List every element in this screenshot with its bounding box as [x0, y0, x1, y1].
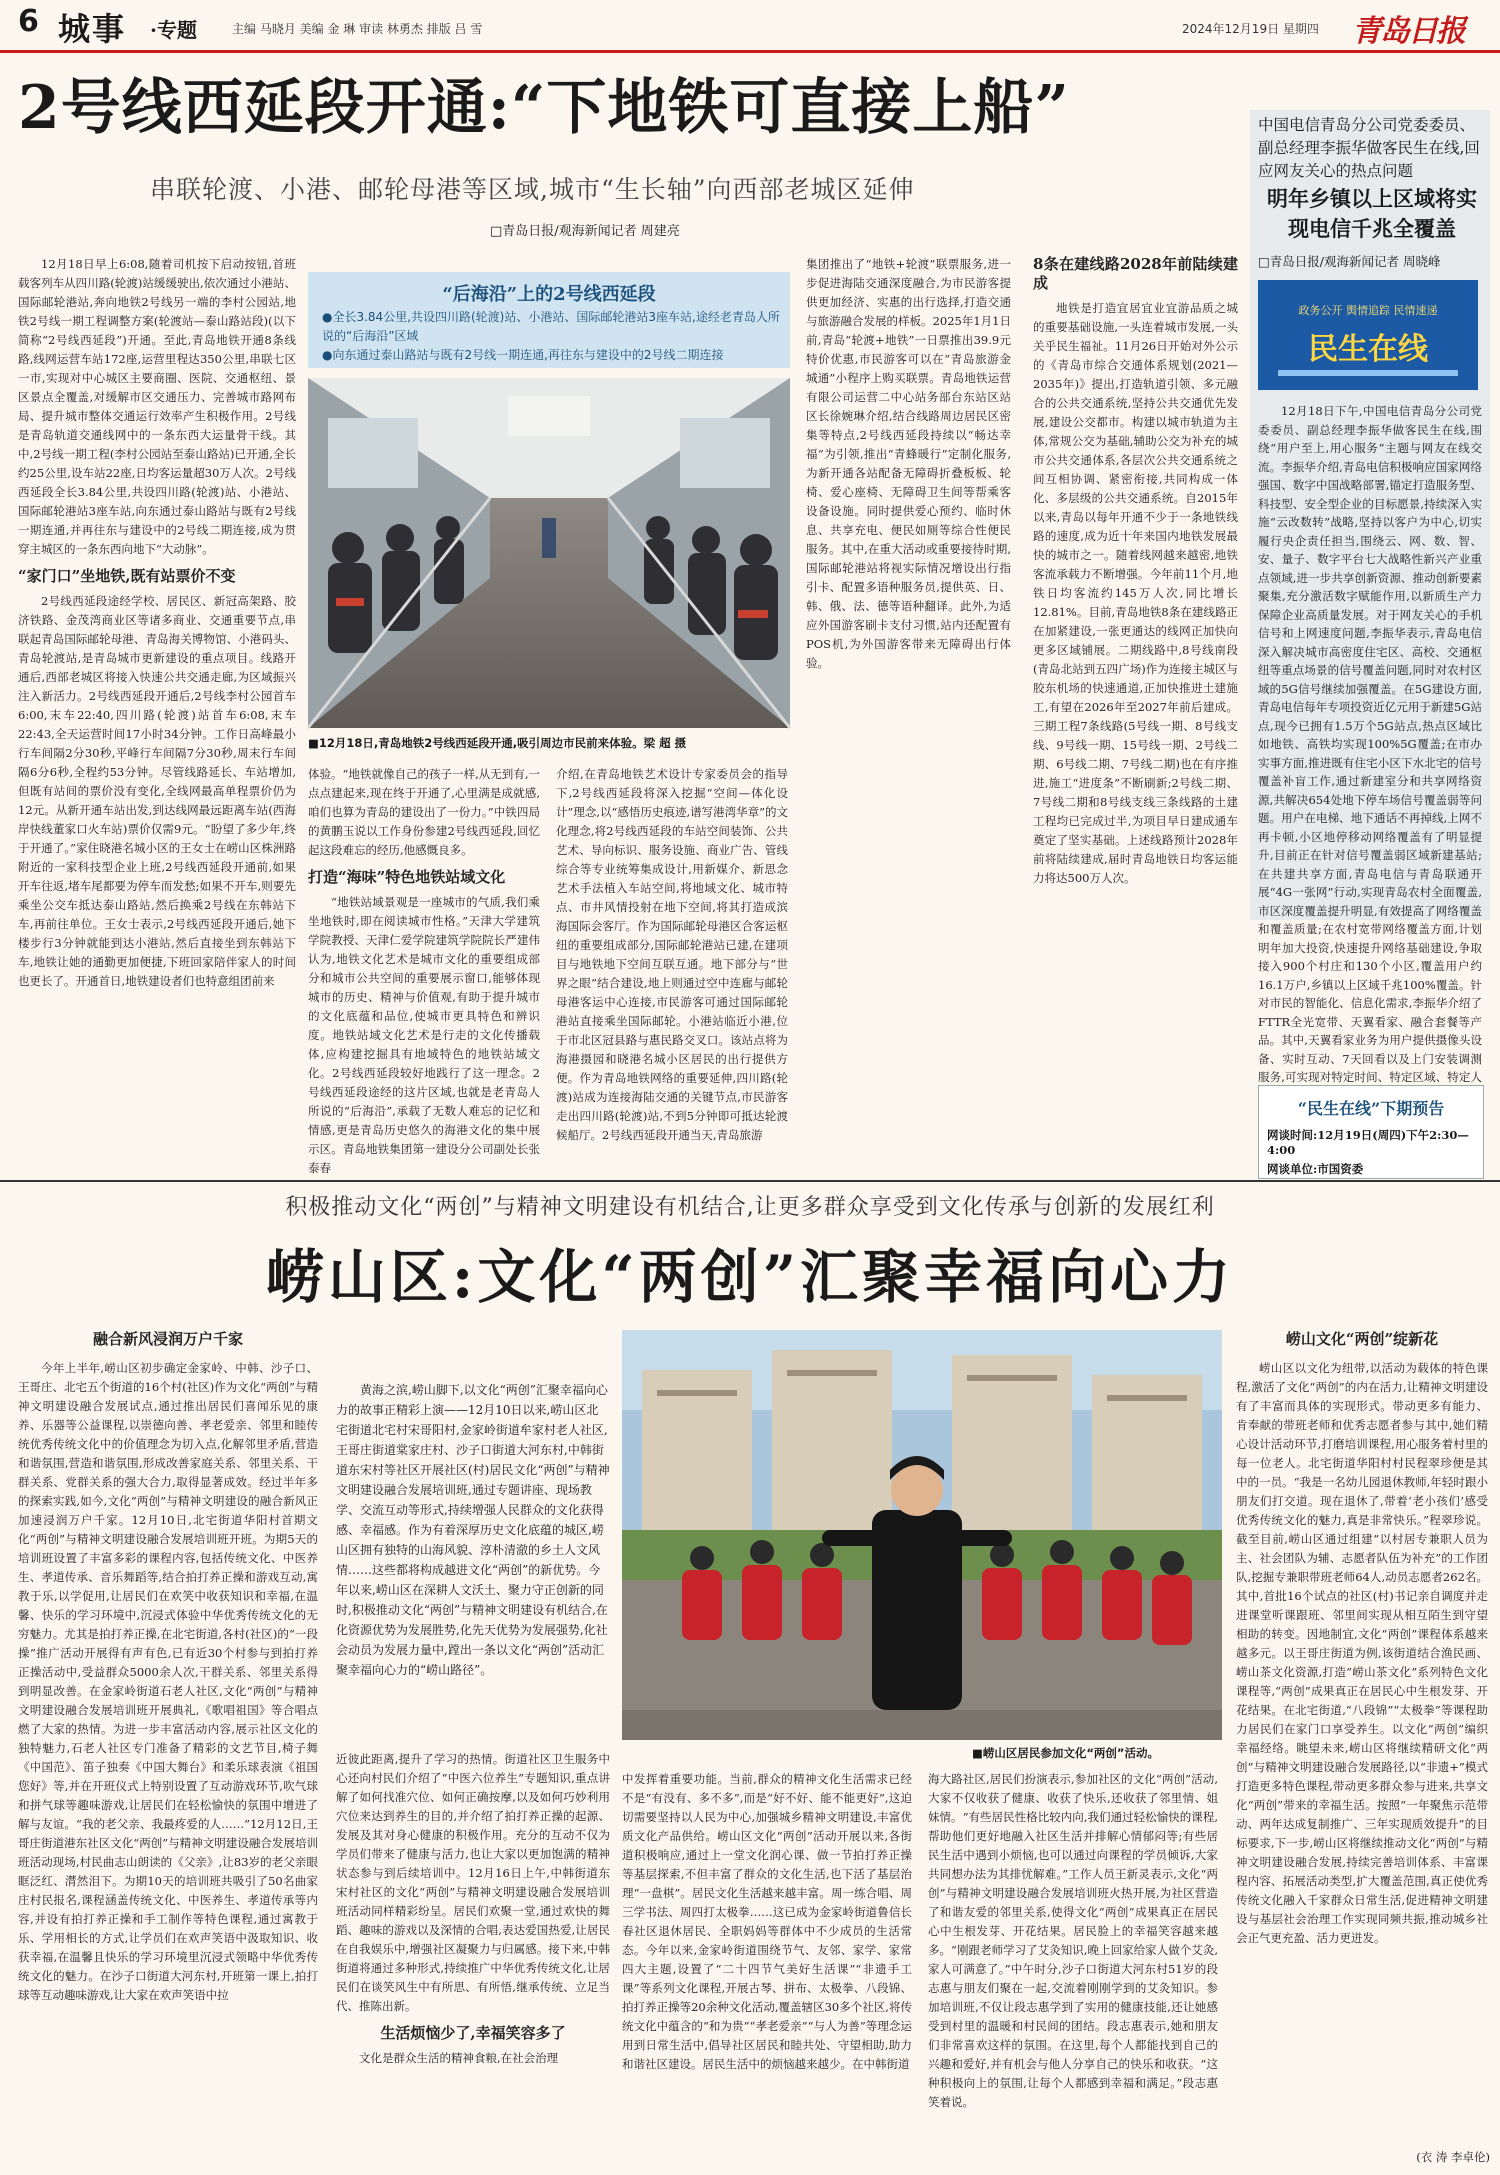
community-dance-photo: [622, 1330, 1222, 1740]
notice-unit: 网谈单位:市国资委: [1267, 1162, 1364, 1176]
next-session-notice: [1258, 1085, 1484, 1179]
section-number: 6: [18, 4, 39, 39]
story1-byline: □青岛日报/观海新闻记者 周建亮: [490, 224, 680, 239]
story1-col2b-text: “地铁站域景观是一座城市的气质,我们乘坐地铁时,即在阅读城市性格。”天津大学建筑学院教授、天津仁爱学院建筑学院院长严建伟认为,地铁文化艺术是城市文化的重要组成部分和城市公共空间的重要展示窗口,能够体现城市的历史、精神与价值观,有助于提升城市的文化底蕴和品位,使城市更具特色和辨识度。地铁站域文化艺术是行走的文化传播载体,应构建挖掘具有地域特色的地铁站域文化。2号线西延段较好地践行了这一理念。2号线西延段途经的这片区域,也就是老青岛人所说的“后海沿”,承载了无数人难忘的记忆和情感,更是青岛历史悠久的海港文化的集中展示区。青岛地铁集团第一建设分公司副处长张泰春: [308, 895, 540, 1175]
story2-column-5: [1236, 1330, 1488, 2140]
story2-photo-caption: ■崂山区居民参加文化“两创”活动。: [972, 1746, 1159, 1760]
story2-author-credit: (衣 涛 李卓伦): [1416, 2150, 1490, 2164]
story1-subtitle: 串联轮渡、小港、邮轮母港等区域,城市“生长轴”向西部老城区延伸: [150, 175, 915, 204]
story2-column-1: [18, 1330, 318, 2170]
sidebar-body: [1258, 402, 1482, 1082]
notice-time: 网谈时间:12月19日(周四)下午2:30—4:00: [1267, 1128, 1469, 1157]
banner-stripe: [1278, 370, 1458, 376]
story2-col1-text: 今年上半年,崂山区初步确定金家岭、中韩、沙子口、王哥庄、北宅五个街道的16个村(社区)作为文化“两创”与精神文明建设融合发展试点,通过推出居民们喜闻乐见的康养、乐器等公益课程,以崇德向善、孝老爱亲、邻里和睦传统优秀传统文化中的价值理念为切入点,化解邻里矛盾,营造和谐氛围,营造和谐氛围,形成改善家庭关系、邻里关系、干群关系、党群关系的强大合力,取得显著成效。经过半年多的探索实践,如今,文化“两创”与精神文明建设的融合新风正加速浸润万户千家。12月10日,北宅街道华阳村首期文化“两创”与精神文明建设融合发展培训班开班。为期5天的培训班设置了丰富多彩的课程内容,包括传统文化、中医养生、孝道传承、音乐舞蹈等,结合拍打养正操和游戏互动,寓教于乐,以学促用,让居民们在欢笑中收获知识和幸福,在温馨、快乐的学习环境中,沉浸式体验中华优秀传统文化的无穷魅力。尤其是拍打养正操,在北宅街道,各村(社区)的“一段操”推广活动开展得有声有色,已有近30个村参与到拍打养正操活动中,受益群众5000余人次,干群关系、邻里关系得到明显改善。在金家岭街道石老人社区,文化“两创”与精神文明建设融合发展培训班开展典礼,《歌唱祖国》等合唱点燃了大家的热情。为进一步丰富活动内容,展示社区文化的独特魅力,石老人社区专门准备了精彩的文艺节目,椅子舞《中国范》、笛子独奏《中国大舞台》和柔乐球表演《祖国您好》等,并在开班仪式上特别设置了互动游戏环节,吹气球和拼气球等趣味游戏,让居民们在轻松愉快的氛围中增进了解与友谊。“我的老父亲、我最疼爱的人……”12月12日,王哥庄街道港东社区文化“两创”与精神文明建设融合发展培训班活动现场,村民曲志山朗读的《父亲》,让83岁的老父亲眼眶泛红、潸然泪下。为期10天的培训班共吸引了50名曲家庄村民报名,课程涵盖传统文化、中医养生、孝道传承等内容,并设有拍打养正操和手工制作等特色课程,通过寓教于乐、学用相长的方式,让学员们在欢声笑语中汲取知识、收获幸福,在温馨且快乐的学习环境里沉浸式领略中华优秀传统文化的魅力。在沙子口街道大河东村,开班第一课上,拍打球等互动趣味游戏,让大家在欢声笑语中拉: [18, 1361, 318, 2002]
page-header: [0, 0, 1500, 53]
story1-col3-text: 介绍,在青岛地铁艺术设计专家委员会的指导下,2号线西延段将深入挖掘“空间—体化设计”理念,以“感悟历史痕迹,谱写港湾华章”的文化理念,将2号线西延段的车站空间装饰、公共艺术、导向标识、服务设施、商业广告、管线综合等专业统筹集成设计,用新媒介、新思念艺术手法植入车站空间,将地域文化、城市特点、市井风情投射在地下空间,将其打造成滨海国际会客厅。作为国际邮轮母港区合客运枢纽的重要组成部分,国际邮轮港站已建,在建项目与地铁地下空间互联互通。地下部分与“世界之眼”结合建设,地上则通过空中连廊与邮轮母港客运中心连接,市民游客可通过国际邮轮港站直接乘坐国际邮轮。小港站临近小港,位于市北区冠县路与惠民路交叉口。该站点将为海港摄园和晓港名城小区居民的出行提供方便。作为青岛地铁网络的重要延伸,四川路(轮渡)站成为连接海陆交通的关键节点,市民游客走出四川路(轮渡)站,不到5分钟即可抵达轮渡候船厅。2号线西延段开通当天,青岛旅游: [556, 767, 788, 1142]
section-subtitle: ·专题: [150, 18, 197, 42]
section-name: 城事: [58, 10, 127, 48]
story1-col1-text: 12月18日早上6:08,随着司机按下启动按钮,首班载客列车从四川路(轮渡)站缓缓驶出,依次通过小港站、国际邮轮港站,奔向地铁2号线另一端的李村公园站,地铁2号线一期工程调整方案(轮渡站—泰山路站段)(以下简称“2号线西延段”)开通。至此,青岛地铁开通8条线路,线网运营车站172座,运营里程达350公里,串联七区一市,实现对中心城区主要商圈、医院、交通枢纽、景区景点全覆盖,对缓解市区交通压力、完善城市路网布局、提升城市整体交通运行效率产生积极作用。2号线是青岛轨道交通线网中的一条东西大运量骨干线。其中,2号线一期工程(李村公园站至泰山路站)已开通,全长约25公里,设车站22座,日均客运量超30万人次。2号线西延段全长3.84公里,共设四川路(轮渡)站、小港站、国际邮轮港站3座车站,向东通过泰山路站与既有2号线一期连通,并再往东与建设中的2号线二期连接,成为贯穿主城区的一条东西向地下“大动脉”。: [18, 257, 296, 556]
info-box-list: [322, 308, 784, 365]
minsheng-online-photo: [1258, 280, 1478, 390]
photo-tagline: 政务公开 舆情追踪 民情速递: [1298, 304, 1438, 317]
newspaper-logo: 青岛日报: [1352, 14, 1464, 49]
subway-train-photo: [308, 378, 790, 728]
story2-col5-text: 崂山区以文化为纽带,以活动为载体的特色课程,激活了文化“两创”的内在活力,让精神文明建设有了丰富而具体的实现形式。带动更多有能力、肯奉献的带班老师和优秀志愿者参与其中,她们精心设计活动环节,打磨培训课程,用心服务着村里的每一位老人。北宅街道华阳村村民程翠珍便是其中的一员。“我是一名幼儿园退休教师,年轻时跟小朋友们打交道。现在退休了,带着‘老小孩们’感受优秀传统文化的魅力,真是非常快乐。”程翠珍说。截至目前,崂山区通过组建“以村居专兼职人员为主、社会团队为辅、志愿者队伍为补充”的工作团队,挖掘专兼职带班老师64人,动员志愿者262名。其中,首批16个试点的社区(村)书记亲自调度并走进课堂听课跟班、邻里间实现从相互陌生到守望相助的转变。因地制宜,文化“两创”课程体系越来越多元。以王哥庄街道为例,该街道结合渔民画、崂山茶文化资源,打造“崂山茶文化”系列特色文化课程等,“两创”成果真正在居民心中生根发芽、开花结果。在北宅街道,“八段锦”“太极拳”等课程助力居民们在家门口享受养生。以文化“两创”编织幸福经络。眺望未来,崂山区将继续精研文化“两创”与精神文明建设融合发展路径,以“非遗+”模式打造更多特色课程,带动更多群众参与进来,共享文化“两创”带来的幸福生活。按照“一年聚焦示范带动、两年达成复制推广、三年实现质效提升”的目标要求,下一步,崂山区将继续推动文化“两创”与精神文明建设融合发展,持续完善培训体系、丰富课程内容、拓展活动类型,扩大覆盖范围,真正使优秀传统文化融入千家群众日常生活,促进精神文明建设与基层社会治理工作实现同频共振,推动城乡社会正气更充盈、活力更迸发。: [1236, 1361, 1488, 1945]
info-box-title: “后海沿”上的2号线西延段: [442, 284, 656, 305]
story1-col1b-text: 2号线西延段途经学校、居民区、新冠高架路、胶济铁路、金茂湾商业区等诸多商业、交通重要节点,串联起青岛国际邮轮母港、青岛海关博物馆、小港码头、青岛轮渡站,是青岛城市更新建设的重点项目。线路开通后,西部老城区将接入快速公共交通走廊,为区域振兴注入新活力。2号线西延段开通后,2号线李村公园首车6:00,末车22:40,四川路(轮渡)站首车6:08,末车22:43,全天运营时间17小时34分钟。工作日高峰最小行车间隔2分30秒,平峰行车间隔7分30秒,周末行车间隔6分6秒,全程约53分钟。尽管线路延长、车站增加,但既有站间的票价没有变化,全线网最高单程票价仍为12元。从新开通车站出发,到达线网最远距离车站(西海岸快线董家口火车站)票价仅需9元。“盼望了多少年,终于开通了。”家住晓港名城小区的王女士在崂山区株洲路附近的一家科技型企业上班,2号线西延段开通前,如果开车往返,堵车尾都要为停车而发愁;如果不开车,则要先乘坐公交车抵达泰山路站,然后换乘2号线在东韩站下车,再前往单位。王女士表示,2号线西延段开通后,她下楼步行3分钟就能到达小港站,然后直接坐到东韩站下车,地铁让她的通勤更加便捷,下班回家陪伴家人的时间也更长了。开通首日,地铁建设者们也特意组团前来: [18, 594, 296, 988]
info-box-item: ●向东通过泰山路站与既有2号线一期连通,再往东与建设中的2号线二期连接: [322, 348, 724, 362]
story1-column-2: [308, 765, 540, 1175]
story1-photo-caption: ■12月18日,青岛地铁2号线西延段开通,吸引周边市民前来体验。梁 超 摄: [308, 736, 687, 750]
sidebar-headline: 明年乡镇以上区域将实现电信千兆全覆盖: [1267, 186, 1477, 241]
story2-column-3: [622, 1770, 912, 2170]
sidebar-body-text: 12月18日下午,中国电信青岛分公司党委委员、副总经理李振华做客民生在线,围绕“用户至上,用心服务”主题与网友在线交流。李振华介绍,青岛电信积极响应国家网络强国、数字中国战略部署,锚定打造服务型、科技型、安全型企业的目标愿景,持续深入实施“云改数转”战略,坚持以客户为中心,切实履行央企责任担当,围绕云、网、数、智、安、量子、数字平台七大战略性新兴产业重点领域,进一步共享创新资源、推动创新要素聚集,充分激活数字赋能作用,以新质生产力保障企业高质量发展。对于网友关心的手机信号和上网速度问题,李振华表示,青岛电信深入解决城市高密度住宅区、高校、交通枢纽等重点场景的信号覆盖问题,同时对农村区域的5G信号继续加强覆盖。在5G建设方面,青岛电信每年专项投资近亿元用于新建5G站点,现今已拥有1.5万个5G站点,热点区域比如地铁、高铁均实现100%5G覆盖;在市办实事方面,推进既有住宅小区下水北宅的信号覆盖补盲工作,通过新建室分和共享网络资源,共解决654处地下停车场信号覆盖弱等问题。用户在电梯、地下通话不再掉线,上网不再卡顿,小区地停移动网络覆盖有了明显提升,目前正在针对信号覆盖弱区域新建基站;在共建共享方面,青岛电信与青岛联通开展“4G一张网”行动,实现青岛农村全面覆盖,市区深度覆盖提升明显,有效提高了网络覆盖和覆盖质量;在农村宽带网络覆盖方面,计划明年加大投资,快速提升网络基础建设,争取接入900个村庄和130个小区,覆盖用户约16.1万户,乡镇以上区域千兆100%覆盖。针对市民的智能化、信息化需求,李振华介绍了FTTR全光宽带、天翼看家、融合套餐等产品。其中,天翼看家业务为用户提供摄像头设备、实时互动、7天回看以及上门安装调测服务,可实现对特定时间、特定区域、特定人: [1258, 404, 1482, 1084]
story1-col4b-text: 地铁是打造宜居宜业宜游品质之城的重要基础设施,一头连着城市发展,一头关乎民生福祉。11月26日开始对外公示的《青岛市综合交通体系规划(2021—2035年)》提出,打造轨道引领、多元融合的公共交通系统,坚持公共交通优先发展,建设公交都市。构建以城市轨道为主体,常规公交为基础,辅助公交为补充的城市公共交通体系,各层次公共交通系统之间互相协调、紧密衔接,共同构成一体化、多层级的公共交通系统。自2015年以来,青岛以每年开通不少于一条地铁线路的速度,成为近十年来国内地铁发展最快的城市之一。随着线网越来越密,地铁客流承载力不断增强。今年前11个月,地铁日均客流约145万人次,同比增长12.81%。目前,青岛地铁8条在建线路正在加紧建设,一张更通达的线网正加快向更多区域铺展。二期线路中,8号线南段(青岛北站到五四广场)作为连接主城区与胶东机场的快速通道,正加快推进土建施工,有望在2026年至2027年前后建成。三期工程7条线路(5号线一期、8号线支线、9号线一期、15号线一期、2号线二期、6号线二期、7号线二期)也在有序推进,施工“进度条”不断刷新;2号线二期、7号线二期和8号线支线三条线路的土建工程均已完成过半,为项目早日建成通车奠定了坚实基础。上述线路预计2028年前将陆续建成,届时青岛地铁日均客运能力将达500万人次。: [1033, 301, 1238, 885]
story2-deck: 积极推动文化“两创”与精神文明建设有机结合,让更多群众享受到文化传承与创新的发展红利: [285, 1195, 1215, 1220]
publication-date: 2024年12月19日 星期四: [1182, 22, 1319, 36]
story1-column-3: [556, 765, 788, 1175]
story2-lead-paragraph: [336, 1380, 610, 1740]
story2-subhead-1: 融合新风浸润万户千家: [92, 1330, 243, 1348]
story2-column-2: [336, 1750, 610, 2170]
sidebar-kicker: 中国电信青岛分公司党委委员、副总经理李振华做客民生在线,回应网友关心的热点问题: [1258, 116, 1480, 180]
story1-subhead-2: 打造“海味”特色地铁站域文化: [308, 868, 506, 886]
story1-info-box: [308, 272, 790, 368]
story1-subhead-3: 8条在建线路2028年前陆续建成: [1033, 255, 1238, 292]
notice-title: “民生在线”下期预告: [1297, 1099, 1445, 1118]
story1-headline: 2号线西延段开通:“下地铁可直接上船”: [18, 73, 1070, 143]
sidebar-byline: □青岛日报/观海新闻记者 周晓峰: [1258, 254, 1441, 269]
section-divider: [0, 1180, 1500, 1182]
story1-col4-text: 集团推出了“地铁+轮渡”联票服务,进一步促进海陆交通深度融合,为市民游客提供更加经济、实惠的出行选择,打造交通与旅游融合发展的样板。2025年1月1日前,青岛“轮渡+地铁”一日票推出39.9元特价优惠,市民游客可以在“青岛旅游金城通”小程序上购买联票。青岛地铁运营有限公司运营二中心站务部台东站区站区长徐婉琳介绍,结合线路周边居民区密集等特点,2号线西延段持续以“畅达幸福”为引领,推出“青蜂暖行”定制化服务,为新开通各站配备无障碍折叠板板、轮椅、爱心座椅、无障碍卫生间等帮乘客设备设施。同时提供爱心预约、临时休息、共享充电、便民如厕等综合性便民服务。其中,在重大活动或重要接待时期,国际邮轮港站将视实际情况增设出行指引卡、配置多语种服务员,提供英、日、韩、俄、法、德等语种翻译。此外,为适应外国游客刷卡支付习惯,站内还配置有POS机,为外国游客带来无障碍出行体验。: [806, 257, 1011, 670]
story2-subhead-3: 崂山文化“两创”绽新花: [1285, 1330, 1439, 1348]
story2-col4-text: 海大路社区,居民们扮演表示,参加社区的文化“两创”活动,大家不仅收获了健康、收获了快乐,还收获了邻里情、姐妹情。“有些居民性格比较内向,我们通过轻松愉快的课程,帮助他们更好地融入社区生活并排解心情郁闷等;有些居民生活中遇到小烦恼,也可以通过向课程的学员倾诉,大家共同想办法为其排忧解难。”工作人员王新灵表示,文化“两创”与精神文明建设融合发展培训班火热开展,为社区营造了和谐友爱的邻里关系,使得文化“两创”成果真正在居民心中生根发芽、开花结果。居民脸上的幸福笑容越来越多。“刚跟老师学习了艾灸知识,晚上回家给家人做个艾灸,家人可满意了。”中午时分,沙子口街道大河东村51岁的段志惠与朋友们聚在一起,交流着刚刚学到的艾灸知识。参加培训班,不仅让段志惠学到了实用的健康技能,还让她感受到村里的温暖和村民间的团结。段志惠表示,她和朋友们非常喜欢这样的氛围。在这里,每个人都能找到自己的兴趣和爱好,并有机会与他人分享自己的快乐和收获。“这种积极向上的氛围,让每个人都感到幸福和满足。”段志惠笑着说。: [928, 1772, 1218, 2109]
info-box-item: ●全长3.84公里,共设四川路(轮渡)站、小港站、国际邮轮港站3座车站,途经老青岛人所说的“后海沿”区域: [322, 310, 780, 343]
story2-headline: 崂山区:文化“两创”汇聚幸福向心力: [265, 1243, 1235, 1311]
story2-col2b-text: 文化是群众生活的精神食粮,在社会治理: [359, 2051, 559, 2065]
story2-col2-text: 近彼此距离,提升了学习的热情。街道社区卫生服务中心还向村民们介绍了“中医六位养生”专题知识,重点讲解了如何找准穴位、如何正确按摩,以及如何巧妙利用穴位来达到养生的目的,并介绍了拍打养正操的起源、发展及其对身心健康的积极作用。充分的互动不仅为学员们带来了健康与活力,也让大家以更加饱满的精神状态参与到后续培训中。12月16日上午,中韩街道东宋村社区的文化“两创”与精神文明建设融合发展培训班活动同样精彩纷呈。居民们欢聚一堂,通过欢快的舞蹈、趣味的游戏以及深情的合唱,表达爱国热爱,让居民在自我娱乐中,增强社区凝聚力与归属感。接下来,中韩街道将通过多种形式,持续推广中华优秀传统文化,让居民们在谈笑风生中有所思、有所悟,继承传统、立足当代、推陈出新。: [336, 1752, 610, 2013]
story1-col2-text: 体验。“地铁就像自己的孩子一样,从无到有,一点点建起来,现在终于开通了,心里满是成就感,咱们也算为青岛的建设出了一份力。”中铁四局的黄鹏玉说以工作身份参建2号线西延段,回忆起这段难忘的经历,他感慨良多。: [308, 767, 540, 857]
story2-subhead-2: 生活烦恼少了,幸福笑容多了: [380, 2024, 566, 2042]
photo-banner-text: 民生在线: [1308, 332, 1428, 367]
story2-lead-text: 黄海之滨,崂山脚下,以文化“两创”汇聚幸福向心力的故事正精彩上演——12月10日以来,崂山区北宅街道北宅村宋哥阳村,金家岭街道牟家村老人社区,王哥庄街道棠家庄村、沙子口街道大河东村,中韩街道东宋村等社区开展社区(村)居民文化“两创”与精神文明建设融合发展培训班,通过专题讲座、现场教学、交流互动等形式,持续增强人民群众的文化获得感、幸福感。作为有着深厚历史文化底蕴的城区,崂山区拥有独特的山海风貌、淳朴清澈的乡土人文风情……这些都将构成越进文化“两创”的新优势。今年以来,崂山区在深耕人文沃土、聚力守正创新的同时,积极推动文化“两创”与精神文明建设有机结合,在化资源优势为发展胜势,化先天优势为发展强势,化社会动员为发展力量中,蹚出一条以文化“两创”活动汇聚幸福向心力的“崂山路径”。: [336, 1383, 610, 1677]
story1-subhead-1: “家门口”坐地铁,既有站票价不变: [18, 567, 236, 585]
story2-column-4: [928, 1770, 1218, 2170]
editor-credits: 主编 马晓月 美编 金 琳 审读 林勇杰 排版 吕 雪: [232, 22, 483, 36]
story1-column-1: [18, 255, 296, 988]
story2-col3-text: 中发挥着重要功能。当前,群众的精神文化生活需求已经不是“有没有、多不多”,而是“好不好、能不能更好”,这迫切需要坚持以人民为中心,加强城乡精神文明建设,丰富优质文化产品供给。崂山区文化“两创”活动开展以来,各街道积极响应,通过上一堂文化润心课、做一节拍打养正操等基层探索,不但丰富了群众的文化生活,也下活了基层治理“一盘棋”。居民文化生活越来越丰富。周一练合唱、周三学书法、周四打太极拳……这已成为金家岭街道鲁信长春社区退休居民、全职妈妈等群体中不少成员的生活常态。今年以来,金家岭街道围绕节气、友邻、家学、家常四大主题,设置了“二十四节气美好生活课”“非遗手工课”等系列文化课程,开展古琴、拼布、太极拳、八段锦、拍打养正操等20余种文化活动,覆盖辖区30多个社区,将传统文化中蕴含的“和为贵”“孝老爱亲”“与人为善”等理念运用到日常生活中,倡导社区居民和睦共处、守望相助,助力和谐社区建设。居民生活中的烦恼越来越少。在中韩街道: [622, 1772, 912, 2071]
story1-column-4: [806, 255, 1238, 1175]
